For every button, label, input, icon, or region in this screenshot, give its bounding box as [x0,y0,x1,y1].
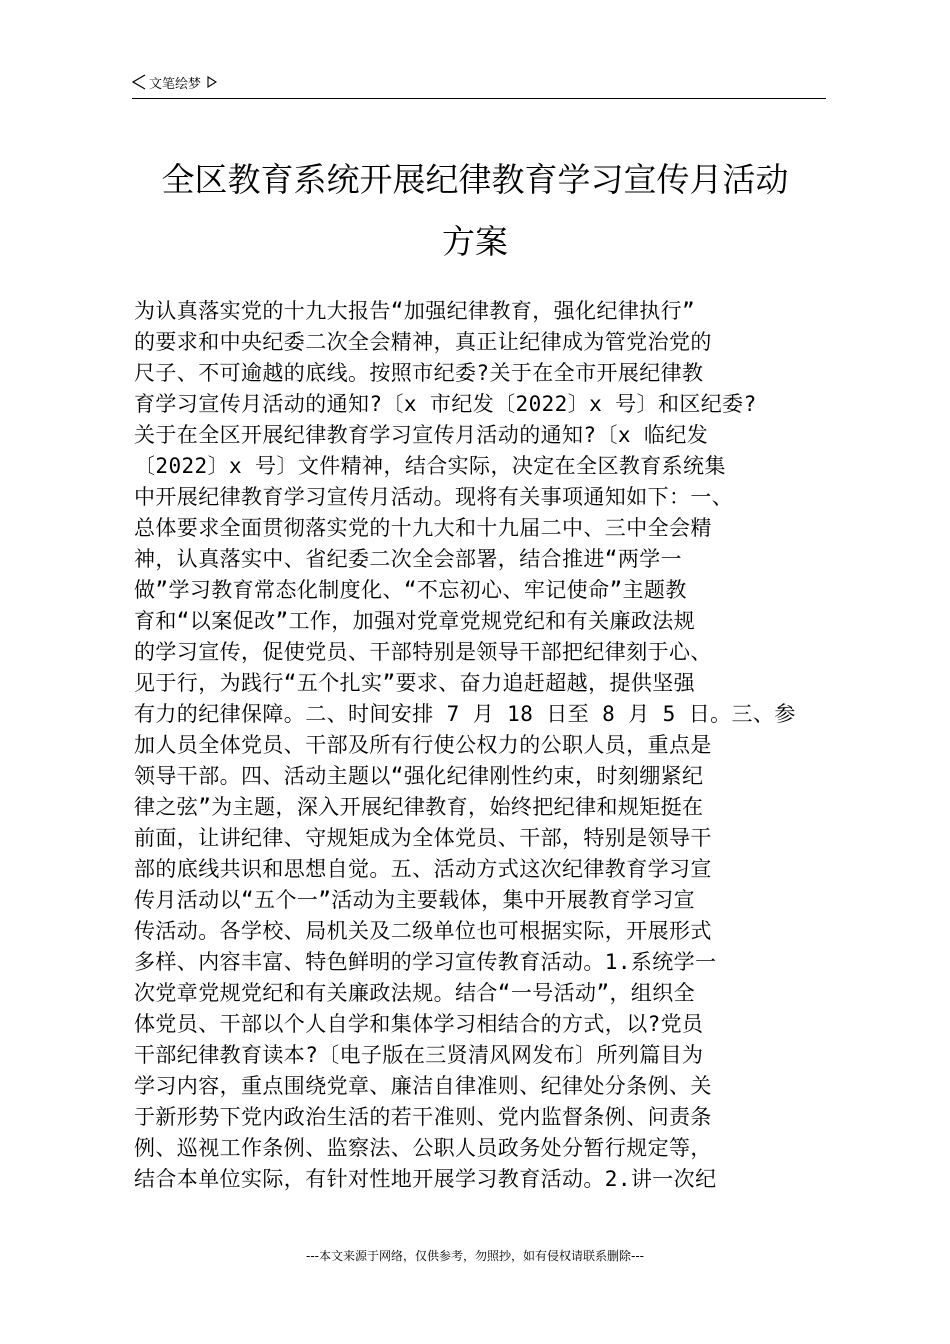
header-brand: 文笔绘梦 [149,77,202,92]
body-line: 关于在全区开展纪律教育学习宣传月活动的通知?〔x 临纪发 [134,423,709,447]
body-line: 传活动。各学校、局机关及二级单位也可根据实际，开展形式 [134,919,712,943]
body-line: 见于行，为践行“五个扎实”要求、奋力追赶超越，提供坚强 [134,671,696,695]
triangle-left-icon [132,74,146,96]
page-header [132,74,826,99]
body-line: 的学习宣传，促使党员、干部特别是领导干部把纪律刻于心、 [134,640,712,664]
body-line: 加人员全体党员、干部及所有行使公权力的公职人员，重点是 [134,733,712,757]
body-line: 做”学习教育常态化制度化、“不忘初心、牢记使命”主题教 [134,578,687,602]
document-title-line-1: 全区教育系统开展纪律教育学习宣传月活动 [161,160,789,199]
body-line: 前面，让讲纪律、守规矩成为全体党员、干部，特别是领导干 [134,826,712,850]
body-line: 领导干部。四、活动主题以“强化纪律刚性约束，时刻绷紧纪 [134,764,704,788]
body-line: 次党章党规党纪和有关廉政法规。结合“一号活动”，组织全 [134,981,696,1005]
body-line: 中开展纪律教育学习宣传月活动。现将有关事项通知如下：一、 [134,485,734,509]
body-line: 干部纪律教育读本?〔电子版在三贤清风网发布〕所列篇目为 [134,1043,704,1067]
body-line: 育学习宣传月活动的通知?〔x 市纪发〔2022〕x 号〕和区纪委? [134,392,757,416]
body-line: 部的底线共识和思想自觉。五、活动方式这次纪律教育学习宣 [134,857,712,881]
body-line: 尺子、不可逾越的底线。按照市纪委?关于在全市开展纪律教 [134,361,704,385]
triangle-right-icon [207,76,217,94]
body-line: 总体要求全面贯彻落实党的十九大和十九届二中、三中全会精 [134,516,712,540]
body-line: 例、巡视工作条例、监察法、公职人员政务处分暂行规定等， [134,1136,712,1160]
body-line: 于新形势下党内政治生活的若干准则、党内监督条例、问责条 [134,1105,712,1129]
body-line: 结合本单位实际，有针对性地开展学习教育活动。2.讲一次纪 [134,1167,717,1191]
body-line: 神，认真落实中、省纪委二次全会部署，结合推进“两学一 [134,547,683,571]
body-line: 有力的纪律保障。二、时间安排 7 月 18 日至 8 月 5 日。三、参 [134,702,796,726]
body-line: 〔2022〕x 号〕文件精神，结合实际，决定在全区教育系统集 [134,454,726,478]
body-line: 多样、内容丰富、特色鲜明的学习宣传教育活动。1.系统学一 [134,950,717,974]
body-line: 育和“以案促改”工作，加强对党章党规党纪和有关廉政法规 [134,609,696,633]
body-line: 传月活动以“五个一”活动为主要载体，集中开展教育学习宣 [134,888,696,912]
body-line: 学习内容，重点围绕党章、廉洁自律准则、纪律处分条例、关 [134,1074,712,1098]
body-line: 为认真落实党的十九大报告“加强纪律教育，强化纪律执行” [134,299,696,323]
document-title-line-2: 方案 [442,222,508,261]
body-line: 律之弦”为主题，深入开展纪律教育，始终把纪律和规矩挺在 [134,795,704,819]
body-line: 体党员、干部以个人自学和集体学习相结合的方式，以?党员 [134,1012,704,1036]
document-body [134,296,828,1195]
footer-disclaimer: ---本文来源于网络，仅供参考，勿照抄，如有侵权请联系删除--- [306,1249,644,1263]
body-line: 的要求和中央纪委二次全会精神，真正让纪律成为管党治党的 [134,330,712,354]
